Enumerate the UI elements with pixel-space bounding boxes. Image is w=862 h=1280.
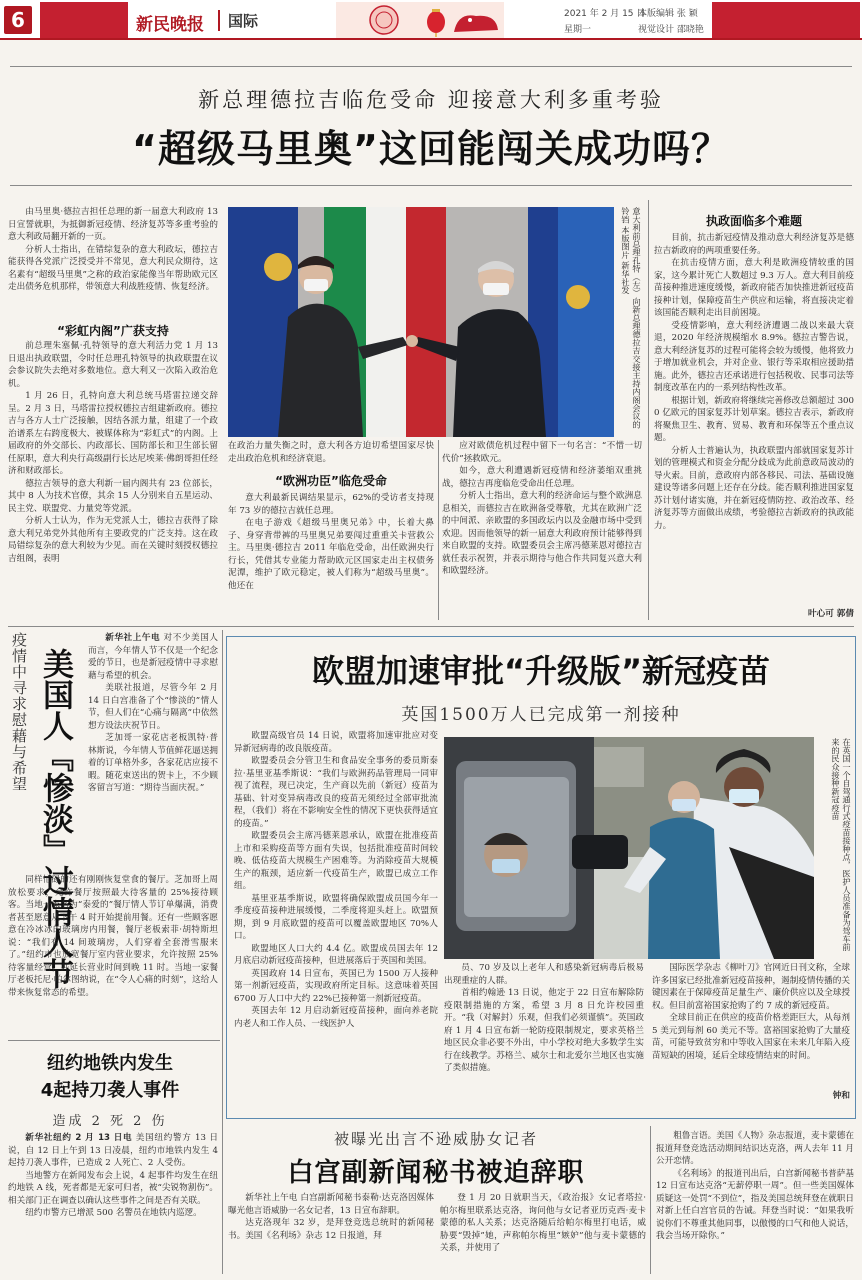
red-pattern-band-left — [40, 2, 128, 38]
new-year-ox-decoration-icon — [336, 2, 504, 38]
wh-col3-body: 粗鲁言语。美国《人物》杂志报道，麦卡蒙德在报道拜登竞选活动期间结识达克洛，两人去年 11 月公开恋情。 《名利场》的报道刊出后，白宫新闻秘书普萨基 12 日宣布达克洛“无薪停职一周”。但一些美国媒体质疑这一处罚“不到位”，指及美国总统拜登在就职日对新上任白宫官员的告诫。拜登当时说：“如果我听说你们不尊重其他同事，以傲慢的口气和他人说话，我会当场开除你。” — [656, 1131, 854, 1241]
nyc-body: 新华社纽约 2 月 13 日电 美国纽约警方 13 日说，自 12 日上午到 13 日凌晨，纽约市地铁内发生 4 起持刀袭人事件，已造成 2 人死亡、2 人受伤。 当地警方在新闻发布会上说，4 起事件均发生在纽约地铁 A 线，死者都是无家可归者，被“尖锐物割伤”。相关部门正在调查以确认这些事件之间是否有关联。 纽约市警方已增派 500 名警员在地铁内巡逻。 — [8, 1133, 218, 1218]
nyc-headline: 纽约地铁内发生 4起持刀袭人事件 — [40, 1053, 180, 1101]
vaccine-photo-caption: 在英国一个自驾通行式疫苗接种点，医护人员准备为驾车前来的民众接种新冠疫苗 — [831, 738, 852, 952]
wh-headline: 白宫副新闻秘书被迫辞职 — [287, 1158, 585, 1188]
vaccine-col3-body: 国际医学杂志《柳叶刀》官网近日刊文称，全球许多国家已经批准新冠疫苗接种，遏制疫情传播的关键因素在于保障疫苗足量生产、廉价供应以及全球授权。但目前富裕国家抢购了约 7 成的新冠疫苗。 全球目前正在供应的疫苗价格差距巨大，从每剂 5 美元到每剂 60 美元不等。富裕国家抢购了大量疫苗，可能导致贫穷和中等收入国家在未来几年陷入疫苗短缺的困境，延后全球疫情结束的时间。 — [652, 963, 850, 1061]
vaccine-subhead: 英国1500万人已完成第一剂接种 — [401, 705, 681, 725]
lead-kicker: 新总理德拉吉临危受命 迎接意大利多重考验 — [198, 88, 664, 112]
lead-intro: 由马里奥·德拉吉担任总理的新一届意大利政府 13 日宣誓就职，为抵御新冠疫情、经济复苏等多重考验的意大利政局翻开新的一页。 分析人士指出，在错综复杂的意大利政坛，德拉吉能获得各党派广泛授受并不常见，意大利民众期待，这名素有“超级马里奥”之称的政治家能像当年帮助欧元区走出债务危机那样，带领意大利战胜疫情、恢复经济。 — [8, 207, 218, 292]
lead-subhead-rainbow: “彩虹内阁”广获支持 — [57, 324, 169, 338]
wh-kicker: 被曝光出言不逊威胁女记者 — [333, 1130, 538, 1148]
lead-col2-top: 在政治力量失衡之时，意大利各方迫切希望国家尽快走出政治危机和经济衰退。 — [228, 441, 434, 464]
us-story-headline: 美国人『惨淡』过情人节 — [37, 648, 73, 989]
nyc-subhead: 造成 2 死 2 伤 — [52, 1114, 168, 1129]
lead-subhead-euro-hero: “欧洲功臣”临危受命 — [275, 474, 387, 488]
lead-subhead-challenges: 执政面临多个难题 — [705, 214, 802, 228]
us-story-body-top: 新华社上午电 对不少美国人而言，今年情人节不仅是一个纪念爱的节日，也是新冠疫情中寻求慰藉与希望的机会。 美联社报道，尽管今年 2 月 14 日白宫准备了个“惨淡的”情人节，但人们在“心痛与隔离”中依然想方设法庆祝节日。 芝加哥一家花店老板凯特·普林斯说，今年情人节值鲜花逼送拥着的订单格外多，各家花店应接不暇。随花束送出的贺卡上，不少顾客留言写道：“期待当面庆祝。” — [88, 633, 218, 793]
lead-byline: 叶心可 郭倩 — [808, 609, 854, 619]
paper-name: 新民晚报 — [136, 15, 204, 35]
masthead — [0, 0, 862, 40]
editor-line: 本版编辑 张 颖 — [638, 9, 698, 19]
lead-col1-body: 前总理朱塞佩·孔特领导的意大利活力党 1 月 13 日退出执政联盟，令时任总理孔特领导的执政联盟在议会参议院失去绝对多数地位。意大利又一次陷入政治危机。 1 月 26 日，孔特向意大利总统马塔雷拉递交辞呈。2 月 3 日，马塔雷拉授权德拉吉组建新政府。德拉吉与各方人士广泛接触，因结各派力量，组建了一个政治谱系左右跨度极大、被媒体称为“彩虹式”的内阁。上届政府的外交部长、内政部长、国防部长和卫生部长留任原职，意大利央行高级副行长达尼埃莱·佛朗哥担任经济和财政部长。 德拉吉领导的意大利新一届内阁共有 23 位部长，其中 8 人为技术官僚，其余 15 人分别来自五星运动、民主党、联盟党、力量党等党派。 分析人士认为，作为无党派人士，德拉吉获得了除意大利兄弟党外其他所有主要政党的广泛支持。这在政局错综复杂的意大利较为少见。而在关键时刻授权德拉吉组阁，表明 — [8, 341, 218, 564]
lead-col4-body: 目前，抗击新冠疫情及推动意大利经济复苏是德拉吉新政府的两项重要任务。 在抗击疫情方面，意大利是欧洲疫情较重的国家，这今累计死亡人数超过 9.3 万人。意大利目前疫苗接种推进速度缓慢，新政府能否加快推进新冠疫苗接种计划，保障疫苗生产供应和运输，将直接决定着该国能否顺利走出目前困境。 受疫情影响，意大利经济遭遇二战以来最大衰退，2020 年经济规模缩水 8.9%。德拉吉警告说，意大利经济复苏的过程可能将会较为缓慢，他将致力于增加就业机会，并对企业、银行等采取相应援助措施。此外，德拉吉还承诺进行包括税收、民事司法等制度改革在内的一系列结构性改革。 根据计划，新政府将继续完善修改总额超过 3000 亿欧元的国家复苏计划草案。德拉吉表示，新政府将聚焦卫生、教育、贸易、教育和环保等五个重点议题。 分析人士普遍认为，执政联盟内部就国家复苏计划的管理模式和资金分配分歧成为此前意政局波动的导火索。目前，意政府内部各移民、司法、基础设施建设等诸多问题上还存在分歧。能否顺利推进国家复苏计划付诸实施，并在新冠疫情防控、政治改革、经济复苏等方面做出成绩，考验德拉吉新政府的执政能力。 — [654, 233, 854, 531]
vaccine-byline: 钟和 — [832, 1091, 850, 1101]
wh-col1-body: 新华社上午电 白宫副新闻秘书泰勒·达克洛因媒体曝光他言语威胁一名女记者，13 日宣布辞职。 达克洛现年 32 岁，是拜登竞选总统时的新闻秘书。美国《名利场》杂志 12 日报道，拜 — [228, 1193, 434, 1241]
lead-headline: “超级马里奥”这回能闯关成功吗？ — [132, 127, 730, 171]
red-pattern-band-right — [712, 2, 860, 38]
vaccine-headline: 欧盟加速审批“升级版”新冠疫苗 — [311, 652, 771, 690]
weekday: 星期一 — [564, 25, 592, 35]
lead-col2-body: 意大利最新民调结果显示，62%的受访者支持现年 73 岁的德拉吉就任总理。 在电子游戏《超级马里奥兄弟》中，长着大鼻子、身穿背带裤的马里奥兄弟要闯过重重关卡营救公主。马里奥·德拉吉 2011 年临危受命，出任欧洲央行行长，凭借其专业能力帮助欧元区国家走出主权债务泥潭，维护了欧元稳定，被人们称为“超级马里奥”。他还在 — [228, 493, 434, 591]
vaccine-col2-body: 员、70 岁及以上老年人和感染新冠病毒后极易出现重症的人群。 首相约翰逊 13 日说，他定于 22 日宣布解除防疫限制措施的方案，希望 3 月 8 日允许校园重开。“我（对解封）乐观，但我们必须谨慎”。英国政府 1 月 4 日宣布新一轮防疫限制规定，要求英格兰地区民众非必要不外出，中小学校对绝大多数学生实行在线教学。苏格兰、威尔士和北爱尔兰地区也实施了类似措施。 — [444, 963, 644, 1073]
photo-caption-lead: 意大利前总理孔特（左）向新总理德拉吉交接主持内阁会议的铃铛 本版图片 新华社发 — [621, 207, 642, 429]
vaccine-col1-body: 欧盟高级官员 14 日说，欧盟将加速审批应对变异新冠病毒的改良版疫苗。 欧盟委员会分管卫生和食品安全事务的委员斯泰拉·基里亚基季斯说：“我们与欧洲药品管理局一同审视了流程，现已决定，生产商以先前（新冠）疫苗为基础、针对变异病毒改良的疫苗无须经过全部审批流程，（我们）将在不影响安全性的情况下更快获得适宜的疫苗。” 欧盟委员会主席冯德莱恩承认，欧盟在批准疫苗上市和采购疫苗等方面有失误，包括批准疫苗时间较晚、低估疫苗大规模生产困难等。为消除疫苗大规模生产的瓶颈，适应新一代疫苗生产，欧盟已成立工作组。 基里亚基季斯说，欧盟将确保欧盟成员国今年一季度疫苗接种进展缓慢，二季度将迎头赶上。欧盟预期，到 9 月底欧盟的疫苗可以覆盖欧盟地区 70%人口。 欧盟地区人口大约 4.4 亿。欧盟成员国去年 12 月底启动新冠疫苗接种，但进展落后于英国和美国。 英国政府 14 日宣布，英国已为 1500 万人接种第一剂新冠疫苗，实现政府所定目标。这意味着英国 6700 万人口中大约 22%已接种第一剂新冠疫苗。 英国去年 12 月启动新冠疫苗接种，面向养老院内老人和工作人员、一线医护人 — [234, 731, 438, 1029]
photo-drive-through-vaccination — [444, 737, 814, 959]
lead-col3-body: 应对欧债危机过程中留下一句名言：“不惜一切代价”拯救欧元。 如今，意大利遭遇新冠疫情和经济萎缩双重挑战，德拉吉再度临危受命出任总理。 分析人士指出，意大利的经济命运与整个欧洲息息相关，而德拉吉在欧洲备受尊敬，尤其在欧洲广泛的中间派、亲欧盟的多国政坛内以及金融市场中受到欢迎。因而他领导的新一届意大利政府预计能够得到来自欧盟的支持。欧盟委员会主席冯德莱恩对德拉吉就任表示祝贺，并表示期待与他合作共同复兴意大利和欧盟经济。 — [442, 441, 642, 576]
us-story-body-bottom: 同样忙碌的还有刚刚恢复堂食的餐厅。芝加哥上周放松要求，允许餐厅按照最大待客量的 25%接待顾客。当地一家名为“泰爱的”餐厅情人节订单爆满，消费者甚至愿意从下午 4 时开始提前用餐。还有一些顾客愿意在冷冰冰的玻璃房内用餐，餐厅老板索菲·胡特斯坦说：“我们有 14 间玻璃房，人们穿着全套滑雪服来了。”纽约市也放宽餐厅室内营业要求，允许按照 25%待客量经营，并延长营业时间到晚 11 时。当地一家餐厅老板托尼·帕尔图纳说，在“令人心痛的时刻”，这给人带来恢复常态的希望。 — [8, 875, 218, 998]
wh-col2-body: 登 1 月 20 日就职当天，《政治报》女记者塔拉·帕尔梅里联系达克洛，询问他与女记者亚历克西·麦卡蒙德的私人关系；达克洛随后给帕尔梅里打电话，威胁要“毁掉”她，声称帕尔梅里“嫉妒”他与麦卡蒙德的关系，并使用了 — [440, 1193, 646, 1253]
date-line: 2021 年 2 月 15 日 — [564, 9, 646, 19]
page-number: 6 — [4, 6, 32, 34]
design-line: 视觉设计 邵晓艳 — [638, 25, 704, 35]
photo-conte-draghi — [228, 207, 614, 437]
us-story-kicker: 疫情中寻求慰藉与希望 — [10, 632, 28, 792]
section-name: 国际 — [218, 10, 258, 31]
